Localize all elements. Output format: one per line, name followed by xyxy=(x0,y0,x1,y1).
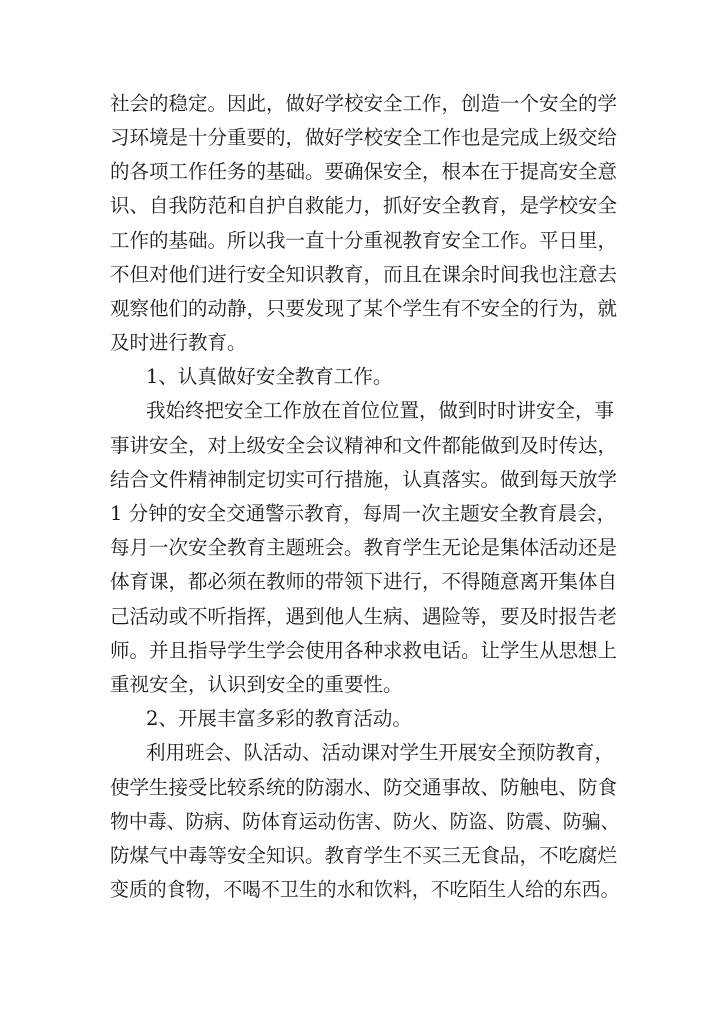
text-line: 及时进行教育。 xyxy=(110,331,247,354)
text-line: 每月一次安全教育主题班会。教育学生无论是集体活动还是 xyxy=(110,536,618,559)
text-line: 工作的基础。所以我一直十分重视教育安全工作。平日里， xyxy=(110,229,618,252)
text-line: 利用班会、队活动、活动课对学生开展安全预防教育， xyxy=(146,741,615,764)
text-line: 体育课，都必须在教师的带领下进行，不得随意离开集体自 xyxy=(110,570,618,593)
text-line: 习环境是十分重要的，做好学校安全工作也是完成上级交给 xyxy=(110,126,618,149)
text-line: 物中毒、防病、防体育运动伤害、防火、防盗、防震、防骗、 xyxy=(110,810,620,833)
text-line: 1 分钟的安全交通警示教育，每周一次主题安全教育晨会， xyxy=(110,502,617,525)
text-line: 社会的稳定。因此，做好学校安全工作，创造一个安全的学 xyxy=(110,92,618,115)
text-line: 识、自我防范和自护自救能力，抓好安全教育，是学校安全 xyxy=(110,194,618,217)
section-heading: 1、认真做好安全教育工作。 xyxy=(146,365,393,388)
text-line: 事讲安全，对上级安全会议精神和文件都能做到及时传达， xyxy=(110,434,618,457)
text-line: 变质的食物，不喝不卫生的水和饮料，不吃陌生人给的东西。 xyxy=(110,878,620,901)
text-line: 重视安全，认识到安全的重要性。 xyxy=(110,673,403,696)
text-line: 防煤气中毒等安全知识。教育学生不买三无食品，不吃腐烂 xyxy=(110,844,618,867)
text-line: 观察他们的动静，只要发现了某个学生有不安全的行为，就 xyxy=(110,297,618,320)
text-line: 我始终把安全工作放在首位位置，做到时时讲安全，事 xyxy=(146,399,615,422)
text-line: 己活动或不听指挥，遇到他人生病、遇险等，要及时报告老 xyxy=(110,605,618,628)
text-line: 师。并且指导学生学会使用各种求救电话。让学生从思想上 xyxy=(110,639,618,662)
text-line: 不但对他们进行安全知识教育，而且在课余时间我也注意去 xyxy=(110,263,618,286)
text-line: 的各项工作任务的基础。要确保安全，根本在于提高安全意 xyxy=(110,160,618,183)
text-line: 使学生接受比较系统的防溺水、防交通事故、防触电、防食 xyxy=(110,776,618,799)
section-heading: 2、开展丰富多彩的教育活动。 xyxy=(146,707,412,730)
text-line: 结合文件精神制定切实可行措施，认真落实。做到每天放学 xyxy=(110,468,618,491)
